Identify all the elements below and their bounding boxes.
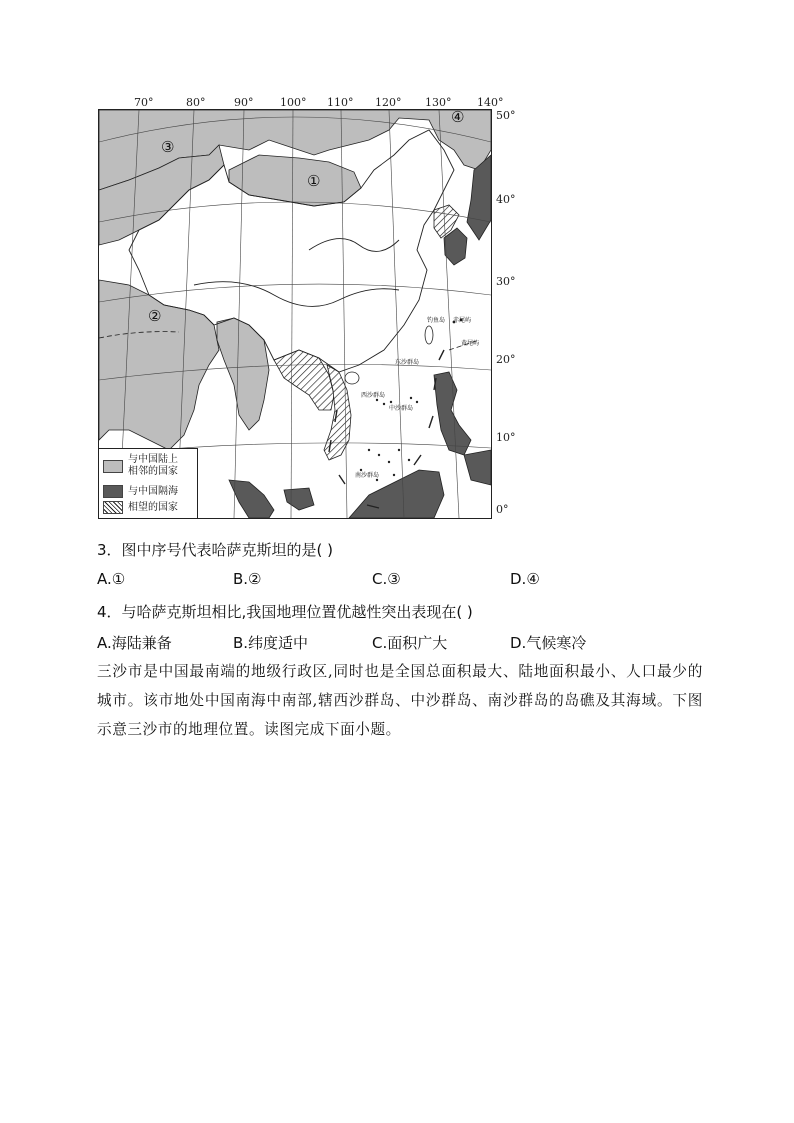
question-3-stem: 3．图中序号代表哈萨克斯坦的是( ): [97, 541, 334, 559]
legend-item-land: [103, 454, 178, 478]
lon-tick-100: 100°: [280, 96, 307, 109]
legend-swatch-land: [103, 460, 123, 473]
myanmar-region: [217, 318, 269, 430]
lat-tick-30: 30°: [496, 275, 516, 288]
south-asia-region: [99, 280, 219, 450]
indonesia-east-region: [464, 450, 491, 485]
q4-option-b: B.纬度适中: [233, 634, 309, 652]
q4-option-c: C.面积广大: [372, 634, 448, 652]
q4-option-a: A.海陆兼备: [97, 634, 172, 652]
q3-option-b: B.②: [233, 570, 262, 588]
lon-tick-140: 140°: [477, 96, 504, 109]
label-zhongsha: 中沙群岛: [389, 405, 414, 412]
laos-hatched-region: [274, 350, 334, 410]
label-nansha: 南沙群岛: [355, 472, 380, 479]
lat-tick-20: 20°: [496, 353, 516, 366]
legend-item-hatch: [103, 501, 178, 514]
lat-tick-10: 10°: [496, 431, 516, 444]
lat-tick-50: 50°: [496, 109, 516, 122]
legend-sea-line1: 与中国隔海: [128, 485, 178, 497]
question-4-stem: 4．与哈萨克斯坦相比,我国地理位置优越性突出表现在( ): [97, 603, 473, 621]
label-dongsha: 东沙群岛: [395, 359, 420, 366]
lon-tick-120: 120°: [375, 96, 402, 109]
south-korea-region: [444, 228, 467, 265]
q3-option-c: C.③: [372, 570, 401, 588]
legend-sea-line2: 相望的国家: [128, 501, 178, 513]
label-xisha: 西沙群岛: [361, 392, 386, 399]
lon-tick-130: 130°: [425, 96, 452, 109]
q3-option-a: A.①: [97, 570, 126, 588]
legend-land-line1: 与中国陆上: [128, 454, 178, 465]
lon-tick-90: 90°: [234, 96, 254, 109]
malaysia-region: [229, 480, 274, 518]
marker-3: ③: [161, 138, 175, 156]
label-huiwei: 黄尾屿: [461, 340, 480, 347]
label-chiwei: 赤尾屿: [453, 317, 472, 324]
taiwan-island: [425, 326, 433, 344]
lon-tick-80: 80°: [186, 96, 206, 109]
japan-region: [467, 155, 491, 240]
brunei-region: [284, 488, 314, 510]
label-diaoyu: 钓鱼岛: [427, 317, 446, 324]
legend-swatch-hatch: [103, 501, 123, 514]
lat-tick-0: 0°: [496, 503, 509, 516]
legend-land-line2: 相邻的国家: [128, 466, 178, 477]
mongolia-marker-1: [229, 155, 361, 206]
hainan-island: [345, 372, 359, 384]
marker-1: ①: [307, 172, 321, 190]
q3-option-d: D.④: [510, 570, 540, 588]
sansha-passage: 三沙市是中国最南端的地级行政区,同时也是全国总面积最大、陆地面积最小、人口最少的城市。该市地处中国南海中南部,辖西沙群岛、中沙群岛、南沙群岛的岛礁及其海域。下图示意三沙市的地理位置。读图完成下面小题。: [97, 663, 703, 738]
lat-tick-40: 40°: [496, 193, 516, 206]
legend-swatch-sea: [103, 485, 123, 498]
asia-map-figure: [94, 93, 514, 525]
legend-item-sea: [103, 485, 178, 498]
marker-4: ④: [451, 109, 465, 126]
marker-2: ②: [148, 307, 162, 325]
lon-tick-110: 110°: [327, 96, 354, 109]
lon-tick-70: 70°: [134, 96, 154, 109]
map-legend: [98, 448, 198, 519]
q4-option-d: D.气候寒冷: [510, 634, 587, 652]
